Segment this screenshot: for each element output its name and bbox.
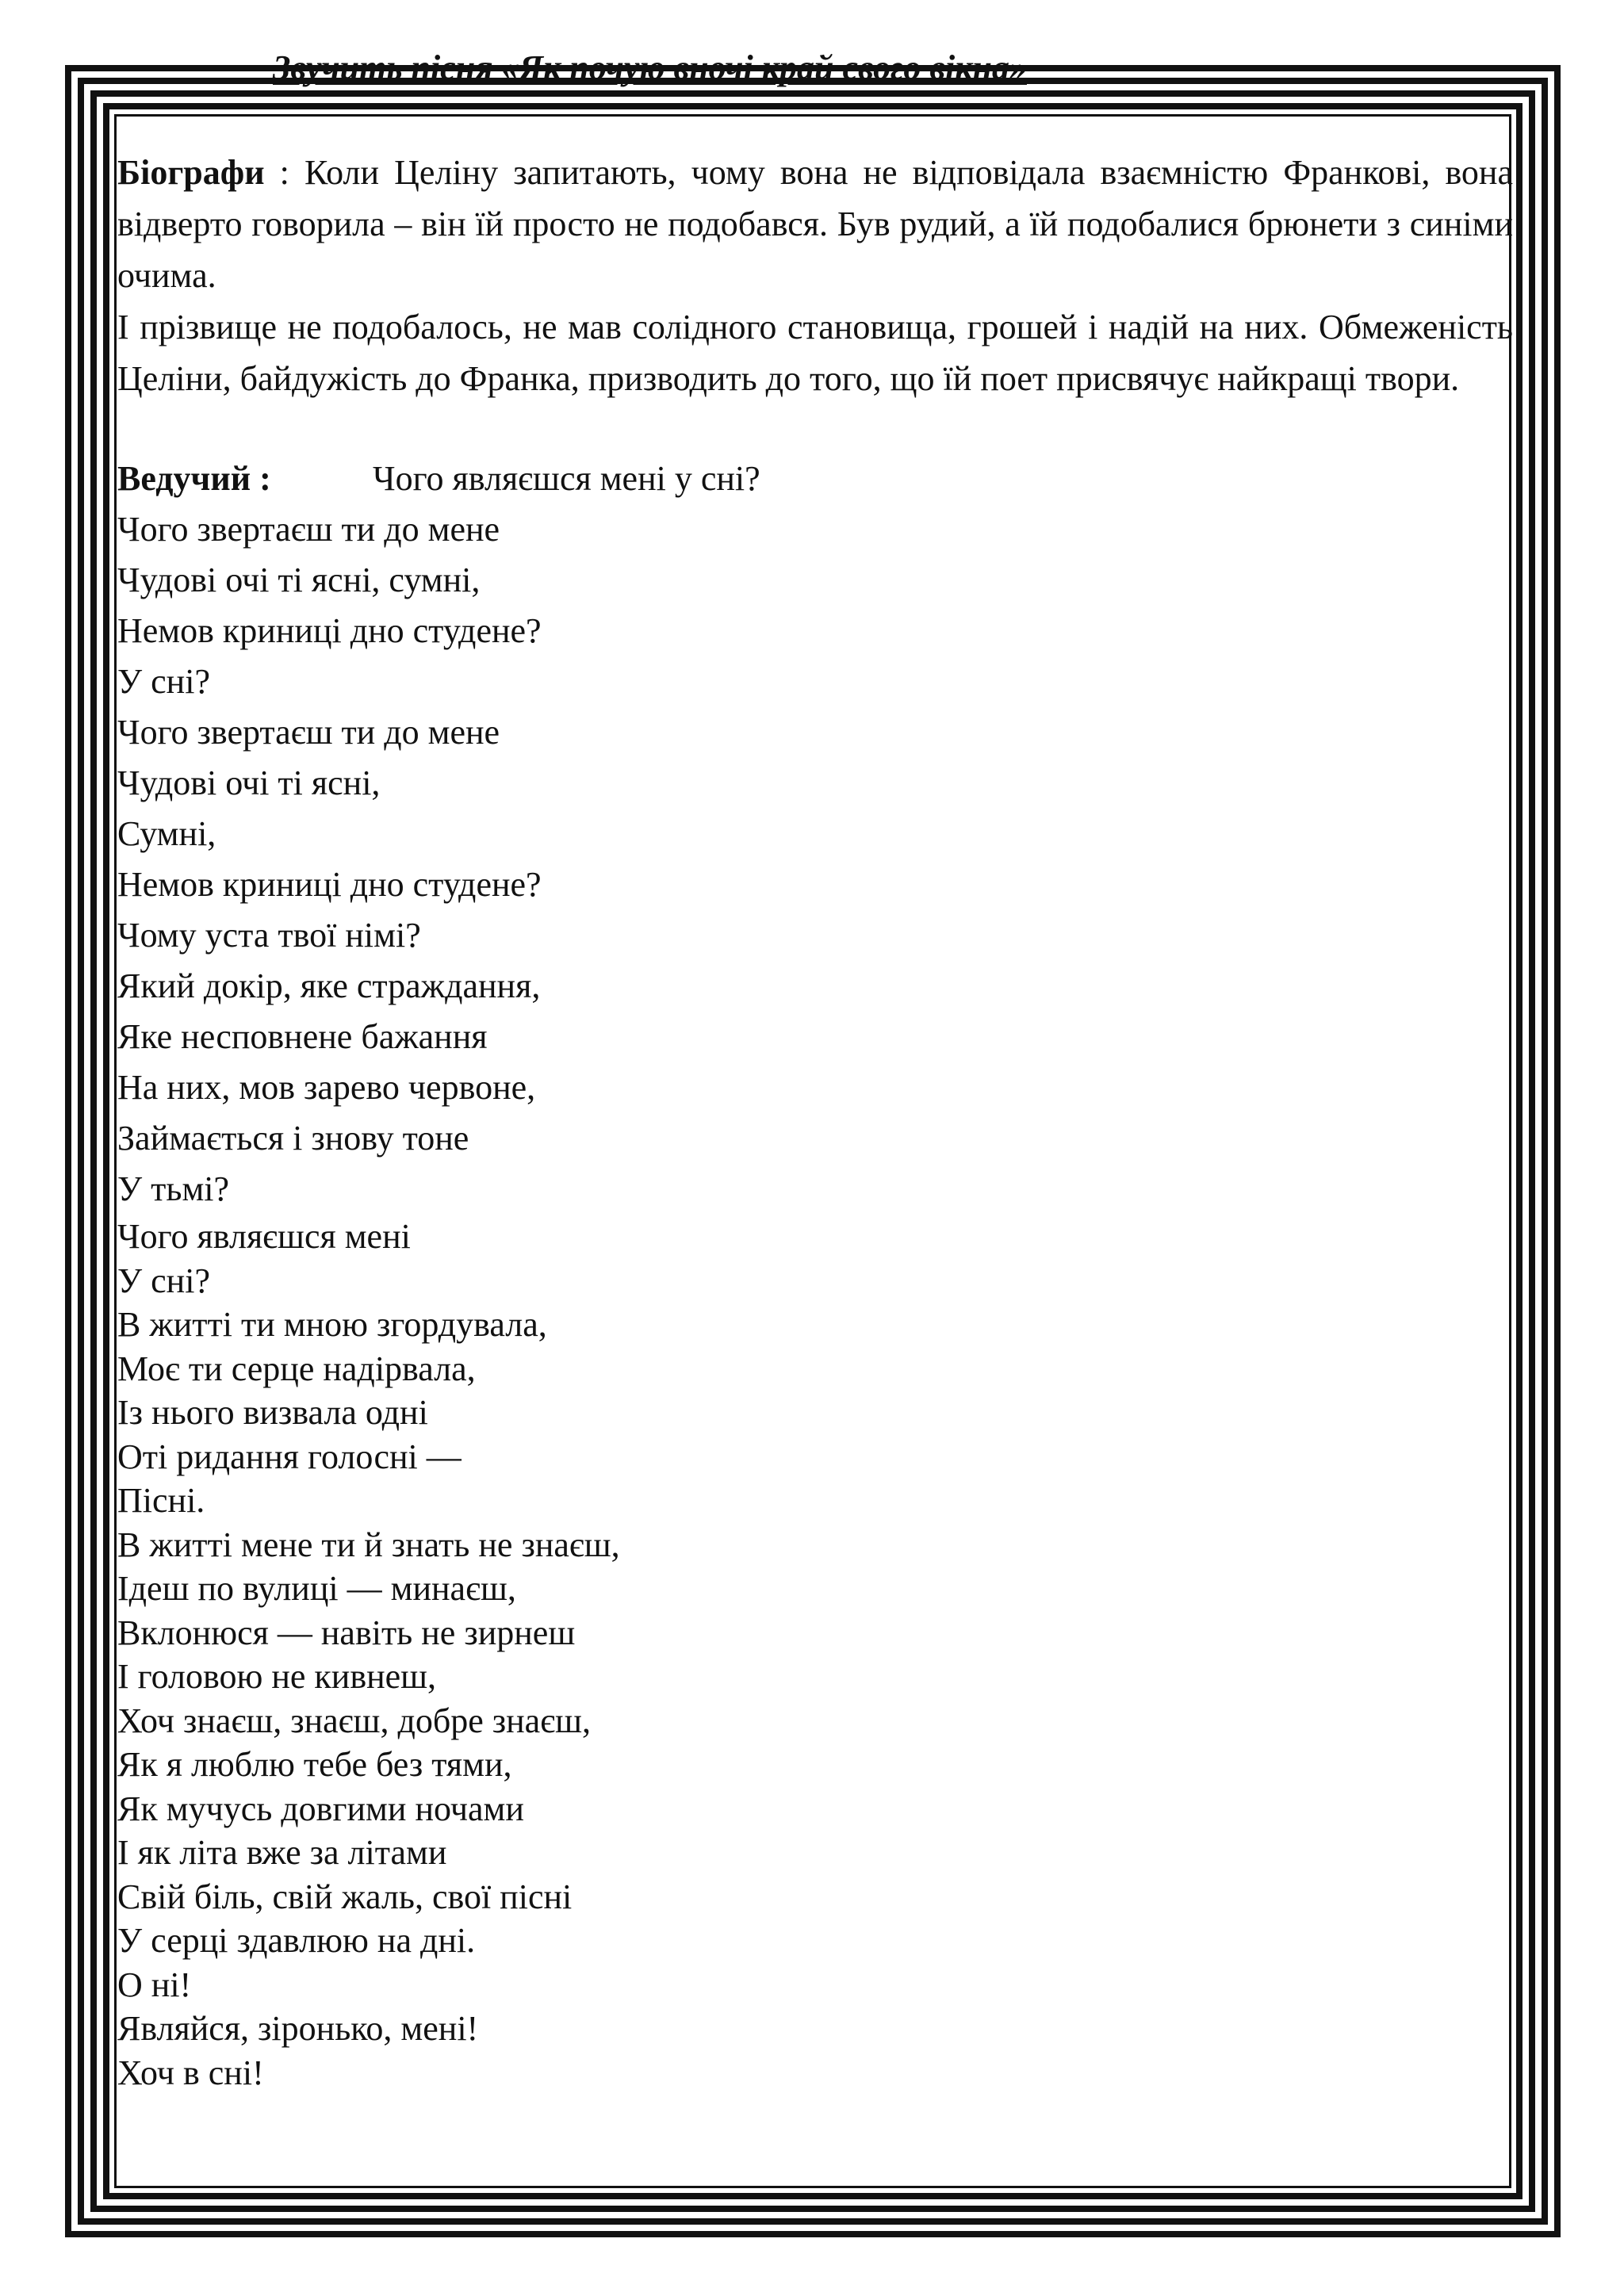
poem-stanza-b (117, 1215, 1513, 2095)
poem-line: І як літа вже за літами (117, 1833, 447, 1872)
poem-line: Чудові очі ті ясні, сумні, (117, 561, 481, 599)
poem-line: Хоч в сні! (117, 2053, 264, 2092)
poem-line: Вклонюся — навіть не зирнеш (117, 1613, 576, 1652)
poem-line: Чого звертаєш ти до мене (117, 713, 500, 752)
biography-text-2: І прізвище не подобалось, не мав солідного становища, грошей і надій на них. Обмеженість Целіни, байдужість до Франка, призводить до того, що їй поет присвячує найкращі твори. (117, 308, 1513, 398)
speaker-label-host: Ведучий : (117, 459, 271, 498)
poem-line: Хоч знаєш, знаєш, добре знаєш, (117, 1701, 591, 1740)
poem-line: Являйся, зіронько, мені! (117, 2009, 479, 2048)
poem-line: В житті ти мною згордувала, (117, 1305, 547, 1344)
poem-line: Який докір, яке страждання, (117, 966, 541, 1005)
speaker-separator: : (264, 153, 304, 192)
poem-stanza-a (117, 504, 1513, 1215)
poem-line: У сні? (117, 1261, 210, 1300)
poem-line: Як мучусь довгими ночами (117, 1789, 524, 1828)
poem-line: Чого звертаєш ти до мене (117, 510, 500, 549)
host-section (117, 453, 1513, 2095)
poem-line: Займається і знову тоне (117, 1119, 469, 1158)
poem-line: Оті ридання голосні — (117, 1437, 462, 1476)
poem-line: Свій біль, свій жаль, свої пісні (117, 1877, 573, 1916)
poem-line: Немов криниці дно студене? (117, 865, 542, 904)
poem-line: В житті мене ти й знать не знаєш, (117, 1525, 620, 1564)
poem-line: У тьмі? (117, 1169, 230, 1208)
poem-line: Як я люблю тебе без тями, (117, 1745, 512, 1784)
biography-text-1: Коли Целіну запитають, чому вона не відповідала взаємністю Франкові, вона відверто говорила – він їй просто не подобався. Був рудий, а їй подобалися брюнети з синіми очима. (117, 153, 1513, 295)
poem-line: О ні! (117, 1965, 192, 2004)
poem-line: Немов криниці дно студене? (117, 611, 542, 650)
cut-off-heading: Звучить пісня «Як почую вночі край свого вікна» (273, 48, 1027, 87)
page-content (117, 147, 1513, 2095)
poem-line: Чому уста твої німі? (117, 916, 421, 955)
poem-line: У сні? (117, 662, 210, 701)
poem-line: Яке несповнене бажання (117, 1017, 488, 1056)
poem-line: Ідеш по вулиці — минаєш, (117, 1569, 516, 1608)
poem-line: Сумні, (117, 814, 216, 853)
poem-line: Чудові очі ті ясні, (117, 763, 381, 802)
poem-line: І головою не кивнеш, (117, 1657, 437, 1696)
host-first-line (117, 453, 1513, 504)
poem-line: Із нього визвала одні (117, 1393, 428, 1432)
poem-line: Чого являєшся мені (117, 1217, 411, 1256)
biography-line-1 (117, 147, 1513, 301)
poem-line: У серці здавлюю на дні. (117, 1921, 476, 1960)
speaker-label-biographers: Біографи (117, 153, 265, 192)
poem-line: Моє ти серце надірвала, (117, 1349, 476, 1388)
poem-line: Пісні. (117, 1481, 205, 1520)
poem-first-line: Чого являєшся мені у сні? (373, 459, 760, 498)
biography-paragraph (117, 147, 1513, 404)
poem-line: На них, мов зарево червоне, (117, 1068, 536, 1107)
